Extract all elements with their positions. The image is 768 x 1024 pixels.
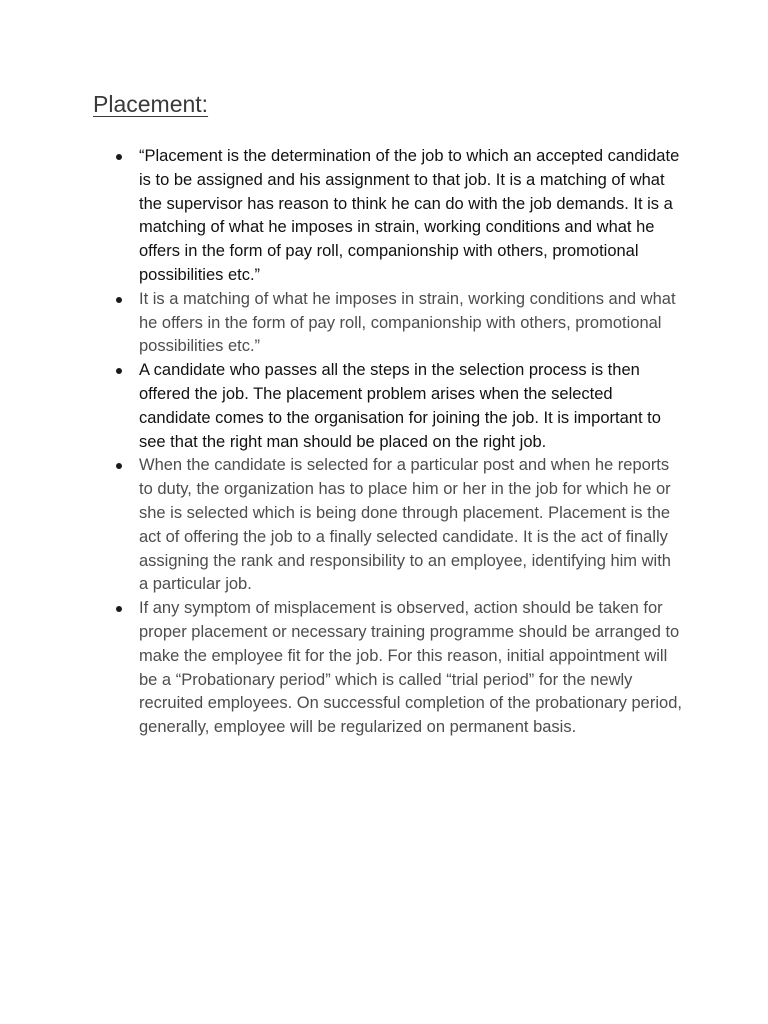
bullet-icon	[116, 463, 122, 469]
page-title: Placement:	[93, 91, 209, 117]
bullet-text: When the candidate is selected for a particular post and when he reports to duty, the organization has to place him or her in the job for which he or she is selected which is being done through placement. Placement is the act of offering the job to a finally selected candidate. It is the act of finally assigning the rank and responsibility to an employee, identifying him with a particular job.	[139, 456, 671, 594]
bullet-text: It is a matching of what he imposes in strain, working conditions and what he offers in the form of pay roll, companionship with others, promotional possibilities etc.”	[139, 289, 676, 356]
bullet-text: A candidate who passes all the steps in the selection process is then offered the job. The placement problem arises when the selected candidate comes to the organisation for joining the job. It is important to see that the right man should be placed on the right job.	[139, 361, 661, 451]
bullet-icon	[116, 297, 122, 303]
bullet-list	[113, 145, 683, 740]
bullet-item	[113, 145, 683, 288]
bullet-icon	[116, 606, 122, 612]
bullet-icon	[116, 154, 122, 160]
bullet-text: “Placement is the determination of the job to which an accepted candidate is to be assigned and his assignment to that job. It is a matching of what the supervisor has reason to think he can do with the job demands. It is a matching of what he imposes in strain, working conditions and what he offers in the form of pay roll, companionship with others, promotional possibilities etc.”	[139, 147, 680, 284]
bullet-text: If any symptom of misplacement is observed, action should be taken for proper placement or necessary training programme should be arranged to make the employee fit for the job. For this reason, initial appointment will be a “Probationary period” which is called “trial period” for the newly recruited employees. On successful completion of the probationary period, generally, employee will be regularized on permanent basis.	[139, 599, 682, 737]
bullet-item	[113, 359, 683, 454]
bullet-item	[113, 288, 683, 359]
bullet-item	[113, 597, 683, 740]
bullet-icon	[116, 368, 122, 374]
bullet-item	[113, 454, 683, 597]
